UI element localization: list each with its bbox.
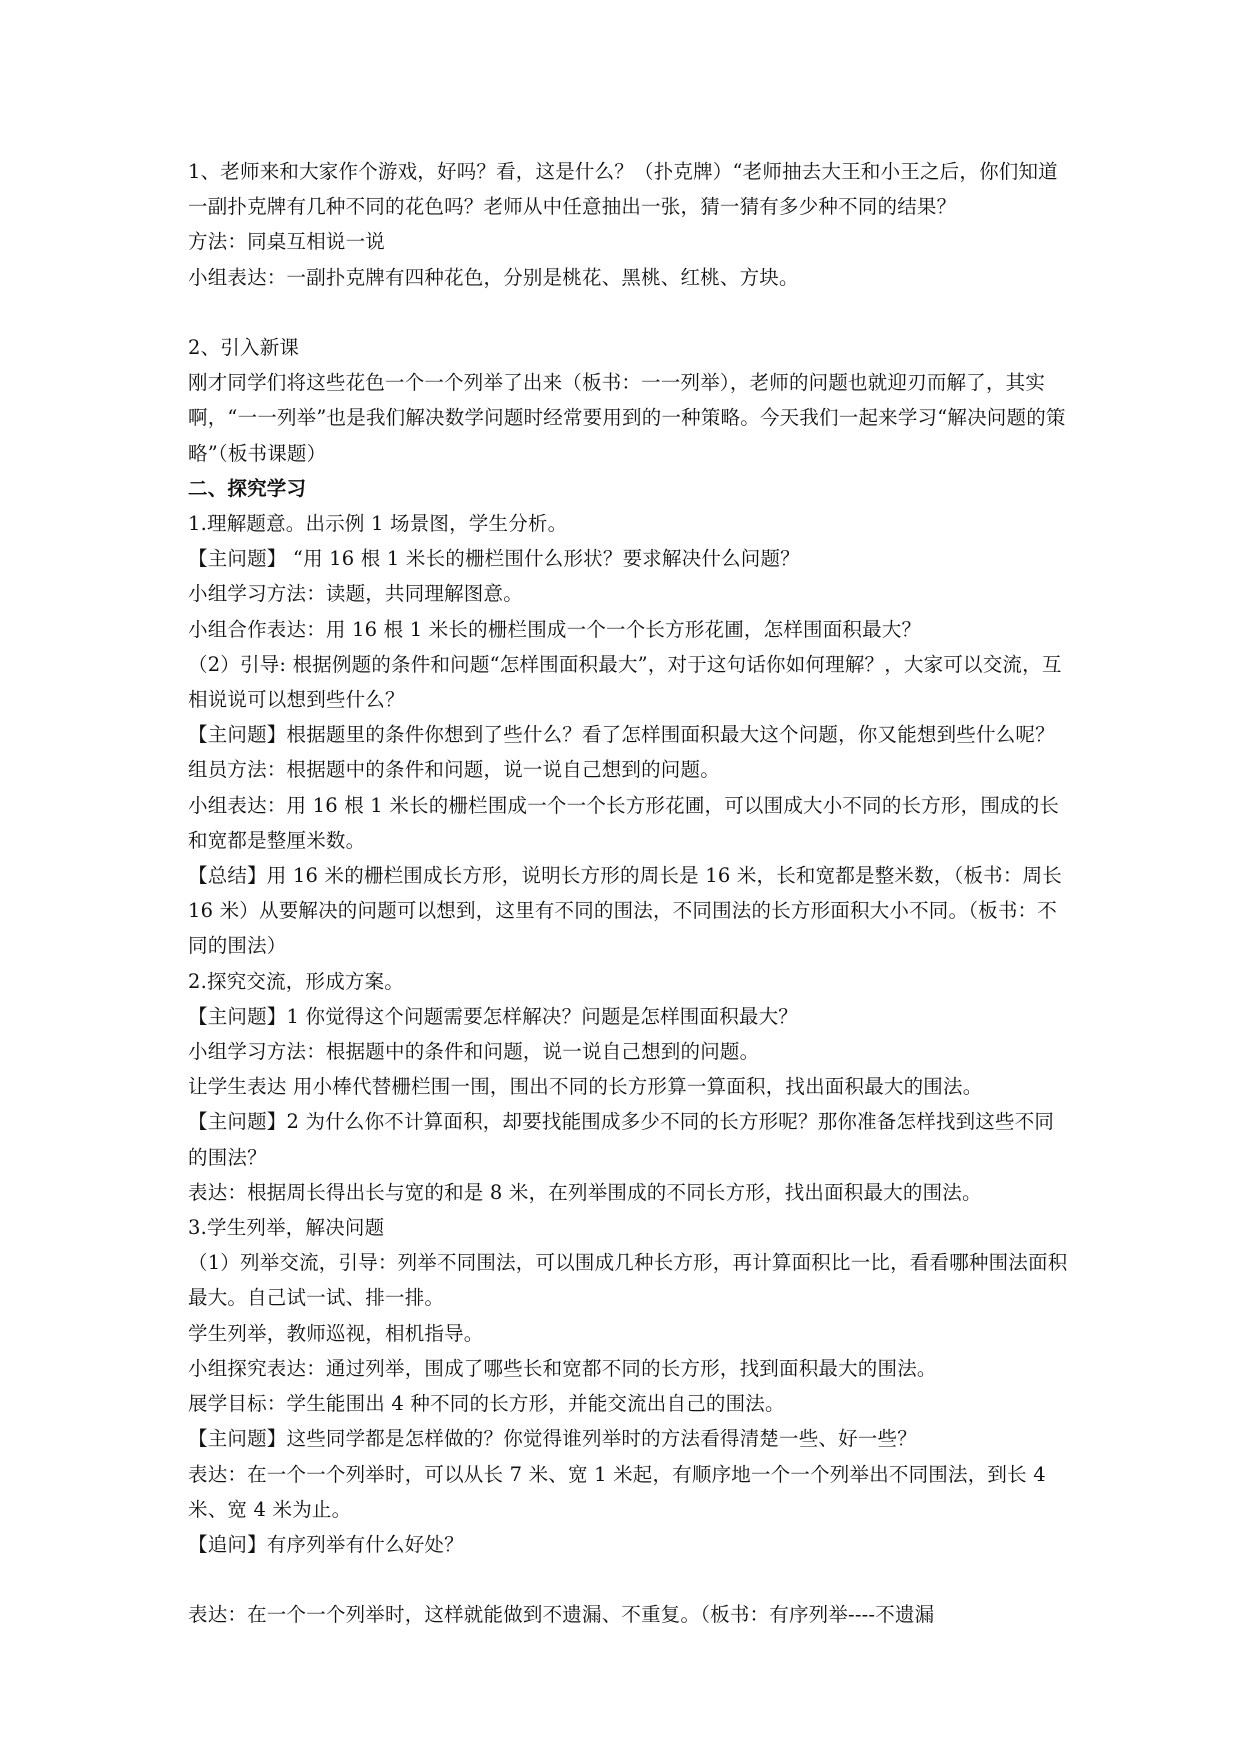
paragraph-group-method-2: 小组学习方法：根据题中的条件和问题，说一说自己想到的问题。	[188, 1040, 760, 1064]
paragraph-student-enumerate: 3.学生列举，解决问题	[188, 1216, 385, 1240]
paragraph-summary: 【总结】用 16 米的栅栏围成长方形，说明长方形的周长是 16 米，长和宽都是整米数，（板书：周长 16 米）从要解决的问题可以想到，这里有不同的围法，不同围法的长方形面积大小不同。（板书：不同的围法）	[188, 864, 1062, 958]
paragraph-member-method: 组员方法：根据题中的条件和问题，说一说自己想到的问题。	[188, 758, 720, 782]
paragraph-main-question-3: 【主问题】1 你觉得这个问题需要怎样解决？问题是怎样围面积最大？	[188, 1004, 799, 1028]
paragraph-learning-goal: 展学目标：学生能围出 4 种不同的长方形，并能交流出自己的围法。	[188, 1392, 785, 1416]
paragraph-intro-game: 1、老师来和大家作个游戏，好吗？看，这是什么？（扑克牌）“老师抽去大王和小王之后，你们知道一副扑克牌有几种不同的花色吗？老师从中任意抽出一张，猜一猜有多少种不同的结果？	[188, 160, 1058, 219]
paragraph-new-lesson: 刚才同学们将这些花色一个一个列举了出来（板书：一一列举），老师的问题也就迎刃而解了，其实啊，“一一列举”也是我们解决数学问题时经常要用到的一种策略。今天我们一起来学习“解决问题的策略”（板书课题）	[188, 371, 1066, 465]
paragraph-guide-2: （2）引导: 根据例题的条件和问题“怎样围面积最大”，对于这句话你如何理解？，大家可以交流，互相说说可以想到些什么？	[188, 652, 1062, 712]
paragraph-group-explore: 小组探究表达：通过列举，围成了哪些长和宽都不同的长方形，找到面积最大的围法。	[188, 1356, 937, 1380]
paragraph-main-question-5: 【主问题】这些同学都是怎样做的？你觉得谁列举时的方法看得清楚一些、好一些？	[188, 1427, 917, 1451]
paragraph-main-question-4: 【主问题】2 为什么你不计算面积，却要找能围成多少不同的长方形呢？那你准备怎样找到这些不同的围法？	[188, 1110, 1055, 1169]
paragraph-expression-order: 表达：在一个一个列举时，可以从长 7 米、宽 1 米起，有顺序地一个一个列举出不同围法，到长 4 米、宽 4 米为止。	[188, 1462, 1046, 1521]
paragraph-explore-exchange: 2.探究交流，形成方案。	[188, 969, 405, 993]
paragraph-new-lesson-heading: 2、引入新课	[188, 336, 300, 359]
paragraph-group-expression-1: 小组表达：一副扑克牌有四种花色，分别是桃花、黑桃、红桃、方块。	[188, 265, 799, 289]
paragraph-expression-perimeter: 表达：根据周长得出长与宽的和是 8 米，在列举围成的不同长方形，找出面积最大的围法。	[188, 1180, 982, 1204]
document-body	[188, 154, 1068, 1633]
section-heading-explore: 二、探究学习	[188, 476, 307, 500]
paragraph-teacher-guide: 学生列举，教师巡视，相机指导。	[188, 1321, 484, 1345]
paragraph-group-expression-2: 小组表达：用 16 根 1 米长的栅栏围成一个一个长方形花圃，可以围成大小不同的长方形，围成的长和宽都是整厘米数。	[188, 793, 1060, 852]
paragraph-enumerate-exchange: （1）列举交流，引导：列举不同围法，可以围成几种长方形，再计算面积比一比，看看哪种围法面积最大。自己试一试、排一排。	[188, 1251, 1068, 1310]
paragraph-group-method-1: 小组学习方法：读题，共同理解图意。	[188, 582, 523, 606]
paragraph-group-cooperate: 小组合作表达：用 16 根 1 米长的栅栏围成一个一个长方形花圃，怎样围面积最大？	[188, 617, 922, 641]
paragraph-final-expression: 表达：在一个一个列举时，这样就能做到不遗漏、不重复。（板书：有序列举----不遗漏	[188, 1603, 935, 1627]
paragraph-main-question-1: 【主问题】 “用 16 根 1 米长的栅栏围什么形状？要求解决什么问题？	[188, 547, 800, 571]
blank-line	[188, 1562, 1068, 1597]
paragraph-understand-topic: 1.理解题意。出示例 1 场景图，学生分析。	[188, 512, 568, 536]
paragraph-main-question-2: 【主问题】根据题里的条件你想到了些什么？看了怎样围面积最大这个问题，你又能想到些什么呢？	[188, 723, 1055, 747]
paragraph-student-expression: 让学生表达 用小棒代替栅栏围一围，围出不同的长方形算一算面积，找出面积最大的围法。	[188, 1075, 983, 1099]
paragraph-method-1: 方法：同桌互相说一说	[188, 230, 386, 254]
blank-line	[188, 295, 1068, 330]
paragraph-follow-up: 【追问】有序列举有什么好处？	[188, 1532, 464, 1556]
